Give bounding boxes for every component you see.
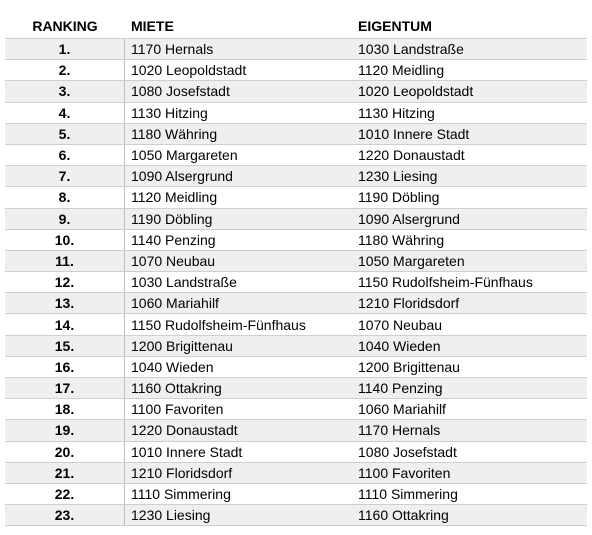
miete-cell: 1200 Brigittenau <box>131 337 233 354</box>
rank-cell: 23. <box>5 505 125 525</box>
ranking-table <box>5 14 587 526</box>
table-row <box>5 39 587 60</box>
table-row <box>5 293 587 314</box>
header-miete: MIETE <box>131 18 174 34</box>
miete-cell: 1060 Mariahilf <box>131 295 219 312</box>
eigentum-cell: 1050 Margareten <box>358 252 465 269</box>
rank-cell: 12. <box>5 272 125 292</box>
table-row <box>5 463 587 484</box>
miete-cell: 1090 Alsergrund <box>131 168 233 185</box>
rank-cell: 14. <box>5 314 125 334</box>
rank-cell: 8. <box>5 187 125 207</box>
miete-cell: 1110 Simmering <box>131 486 231 503</box>
rank-cell: 11. <box>5 251 125 271</box>
rank-cell: 15. <box>5 336 125 356</box>
table-row <box>5 124 587 145</box>
eigentum-cell: 1090 Alsergrund <box>358 210 460 227</box>
table-row <box>5 187 587 208</box>
table-row <box>5 103 587 124</box>
eigentum-cell: 1020 Leopoldstadt <box>358 83 474 100</box>
eigentum-cell: 1190 Döbling <box>358 189 440 206</box>
miete-cell: 1130 Hitzing <box>131 104 208 121</box>
table-row <box>5 81 587 102</box>
rank-cell: 7. <box>5 166 125 186</box>
miete-cell: 1100 Favoriten <box>131 401 224 418</box>
rank-cell: 9. <box>5 209 125 229</box>
header-ranking: RANKING <box>32 18 98 34</box>
miete-cell: 1140 Penzing <box>131 231 216 248</box>
table-row <box>5 420 587 441</box>
table-row <box>5 442 587 463</box>
miete-cell: 1010 Innere Stadt <box>131 443 243 460</box>
eigentum-cell: 1180 Währing <box>358 231 445 248</box>
table-row <box>5 505 587 526</box>
rank-cell: 6. <box>5 145 125 165</box>
table-row <box>5 209 587 230</box>
miete-cell: 1170 Hernals <box>131 41 214 58</box>
table-row <box>5 378 587 399</box>
miete-cell: 1020 Leopoldstadt <box>131 62 247 79</box>
eigentum-cell: 1110 Simmering <box>358 486 458 503</box>
rank-cell: 17. <box>5 378 125 398</box>
eigentum-cell: 1070 Neubau <box>358 316 443 333</box>
miete-cell: 1210 Floridsdorf <box>131 464 233 481</box>
eigentum-cell: 1010 Innere Stadt <box>358 125 470 142</box>
table-row <box>5 166 587 187</box>
miete-cell: 1180 Währing <box>131 125 218 142</box>
rank-cell: 13. <box>5 293 125 313</box>
eigentum-cell: 1060 Mariahilf <box>358 401 446 418</box>
rank-cell: 1. <box>5 39 125 59</box>
table-row <box>5 251 587 272</box>
table-row <box>5 357 587 378</box>
miete-cell: 1040 Wieden <box>131 358 214 375</box>
miete-cell: 1050 Margareten <box>131 147 238 164</box>
table-row <box>5 230 587 251</box>
rank-cell: 16. <box>5 357 125 377</box>
table-body <box>5 38 587 526</box>
rank-cell: 3. <box>5 81 125 101</box>
rank-cell: 5. <box>5 124 125 144</box>
eigentum-cell: 1230 Liesing <box>358 168 438 185</box>
rank-cell: 19. <box>5 420 125 440</box>
rank-cell: 4. <box>5 103 125 123</box>
miete-cell: 1080 Josefstadt <box>131 83 230 100</box>
table-row <box>5 399 587 420</box>
miete-cell: 1190 Döbling <box>131 210 213 227</box>
rank-cell: 10. <box>5 230 125 250</box>
header-eigentum: EIGENTUM <box>358 18 432 34</box>
miete-cell: 1120 Meidling <box>131 189 218 206</box>
eigentum-cell: 1220 Donaustadt <box>358 147 465 164</box>
miete-cell: 1220 Donaustadt <box>131 422 238 439</box>
miete-cell: 1030 Landstraße <box>131 274 237 291</box>
miete-cell: 1230 Liesing <box>131 507 211 524</box>
eigentum-cell: 1200 Brigittenau <box>358 358 460 375</box>
miete-cell: 1070 Neubau <box>131 252 216 269</box>
table-header <box>5 14 587 38</box>
eigentum-cell: 1210 Floridsdorf <box>358 295 460 312</box>
rank-cell: 2. <box>5 60 125 80</box>
rank-cell: 20. <box>5 442 125 462</box>
eigentum-cell: 1160 Ottakring <box>358 507 449 524</box>
rank-cell: 18. <box>5 399 125 419</box>
rank-cell: 22. <box>5 484 125 504</box>
table-row <box>5 336 587 357</box>
table-row <box>5 60 587 81</box>
rank-cell: 21. <box>5 463 125 483</box>
table-row <box>5 272 587 293</box>
eigentum-cell: 1080 Josefstadt <box>358 443 457 460</box>
eigentum-cell: 1030 Landstraße <box>358 41 464 58</box>
eigentum-cell: 1040 Wieden <box>358 337 441 354</box>
table-row <box>5 484 587 505</box>
eigentum-cell: 1140 Penzing <box>358 380 443 397</box>
miete-cell: 1160 Ottakring <box>131 380 222 397</box>
eigentum-cell: 1100 Favoriten <box>358 464 451 481</box>
table-row <box>5 145 587 166</box>
eigentum-cell: 1120 Meidling <box>358 62 445 79</box>
miete-cell: 1150 Rudolfsheim-Fünfhaus <box>131 316 306 333</box>
table-row <box>5 314 587 335</box>
eigentum-cell: 1130 Hitzing <box>358 104 435 121</box>
eigentum-cell: 1170 Hernals <box>358 422 441 439</box>
eigentum-cell: 1150 Rudolfsheim-Fünfhaus <box>358 274 533 291</box>
